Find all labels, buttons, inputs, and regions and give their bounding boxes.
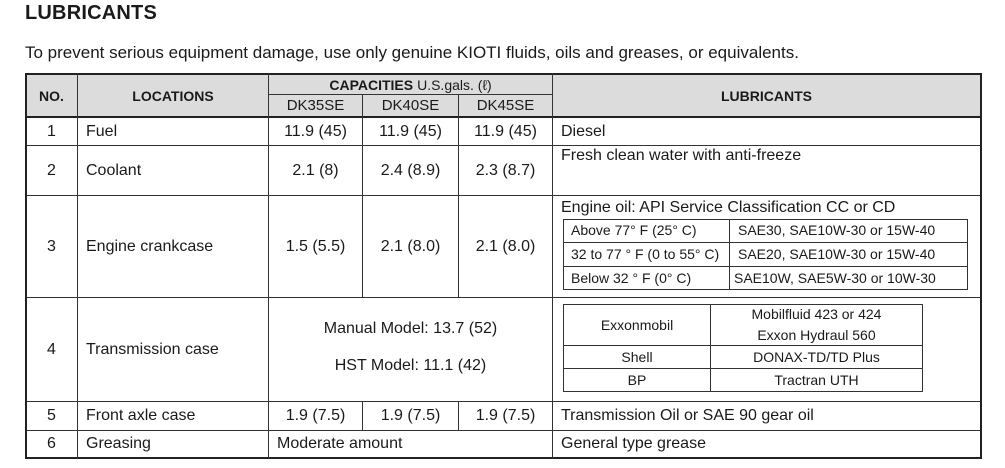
header-model-dk40se: DK40SE xyxy=(381,97,440,114)
sub-brand: BP xyxy=(627,372,647,388)
row-location: Transmission case xyxy=(86,340,219,358)
row-no: 1 xyxy=(47,122,56,140)
row-capacity: 2.1 (8.0) xyxy=(380,237,441,255)
row-lubricant: Transmission Oil or SAE 90 gear oil xyxy=(561,407,814,424)
row-lubricant: Fresh clean water with anti-freeze xyxy=(561,147,802,164)
row-capacity: 2.3 (8.7) xyxy=(475,161,536,179)
row-capacity: 11.9 (45) xyxy=(379,122,442,140)
row-capacity: 2.1 (8.0) xyxy=(475,237,536,255)
row-no: 3 xyxy=(47,237,56,255)
header-model-dk35se: DK35SE xyxy=(286,97,345,114)
row-capacity: 2.1 (8) xyxy=(292,161,339,179)
header-no: NO. xyxy=(39,87,64,104)
page-title: LUBRICANTS xyxy=(25,2,157,24)
row-capacity: 2.4 (8.9) xyxy=(380,161,441,179)
row-capacity: 11.9 (45) xyxy=(474,122,537,140)
row-location: Coolant xyxy=(86,161,142,179)
row-capacity: 1.5 (5.5) xyxy=(285,237,346,255)
row-location: Fuel xyxy=(86,122,118,140)
row-lubricant: Engine oil: API Service Classification CC or CD xyxy=(561,199,896,216)
sub-temp: 32 to 77 ° F (0 to 55° C) xyxy=(571,246,720,262)
sub-product: Mobilfluid 423 or 424 xyxy=(751,306,882,322)
sub-product: Tractran UTH xyxy=(774,372,859,388)
row-location: Front axle case xyxy=(86,407,196,424)
row-capacity: 1.9 (7.5) xyxy=(285,407,346,424)
row-capacity: 1.9 (7.5) xyxy=(380,407,441,424)
row-lubricant: Diesel xyxy=(561,122,606,140)
sub-brand: Exxonmobil xyxy=(600,317,674,333)
row-lubricant: General type grease xyxy=(561,435,706,452)
row-no: 4 xyxy=(47,340,56,358)
header-locations: LOCATIONS xyxy=(132,87,214,104)
header-model-dk45se: DK45SE xyxy=(476,97,535,114)
capacities-unit: U.S.gals. (ℓ) xyxy=(417,76,492,93)
sub-temp: Below 32 ° F (0° C) xyxy=(571,270,692,286)
capacities-label: CAPACITIES xyxy=(329,76,414,93)
row-capacity: 1.9 (7.5) xyxy=(475,407,536,424)
row-location: Greasing xyxy=(86,435,151,452)
header-lubricants: LUBRICANTS xyxy=(721,87,812,104)
row-capacity: Moderate amount xyxy=(277,435,403,452)
capacity-hst-model: HST Model: 11.1 (42) xyxy=(334,357,487,374)
sub-product: DONAX-TD/TD Plus xyxy=(753,349,880,365)
header-capacities xyxy=(269,75,552,94)
sub-product: Exxon Hydraul 560 xyxy=(757,327,876,343)
sub-oil: SAE20, SAE10W-30 or 15W-40 xyxy=(738,246,936,262)
sub-temp: Above 77° F (25° C) xyxy=(571,222,697,238)
intro-text: To prevent serious equipment damage, use only genuine KIOTI fluids, oils and greases, or equivalents. xyxy=(25,43,799,62)
sub-oil: SAE30, SAE10W-30 or 15W-40 xyxy=(738,222,936,238)
row-no: 6 xyxy=(47,435,56,452)
capacity-manual-model: Manual Model: 13.7 (52) xyxy=(323,320,498,337)
row-no: 5 xyxy=(47,407,56,424)
sub-brand: Shell xyxy=(621,349,653,365)
row-no: 2 xyxy=(47,161,56,179)
row-capacity: 11.9 (45) xyxy=(284,122,347,140)
sub-oil: SAE10W, SAE5W-30 or 10W-30 xyxy=(734,270,936,286)
row-location: Engine crankcase xyxy=(86,237,214,255)
